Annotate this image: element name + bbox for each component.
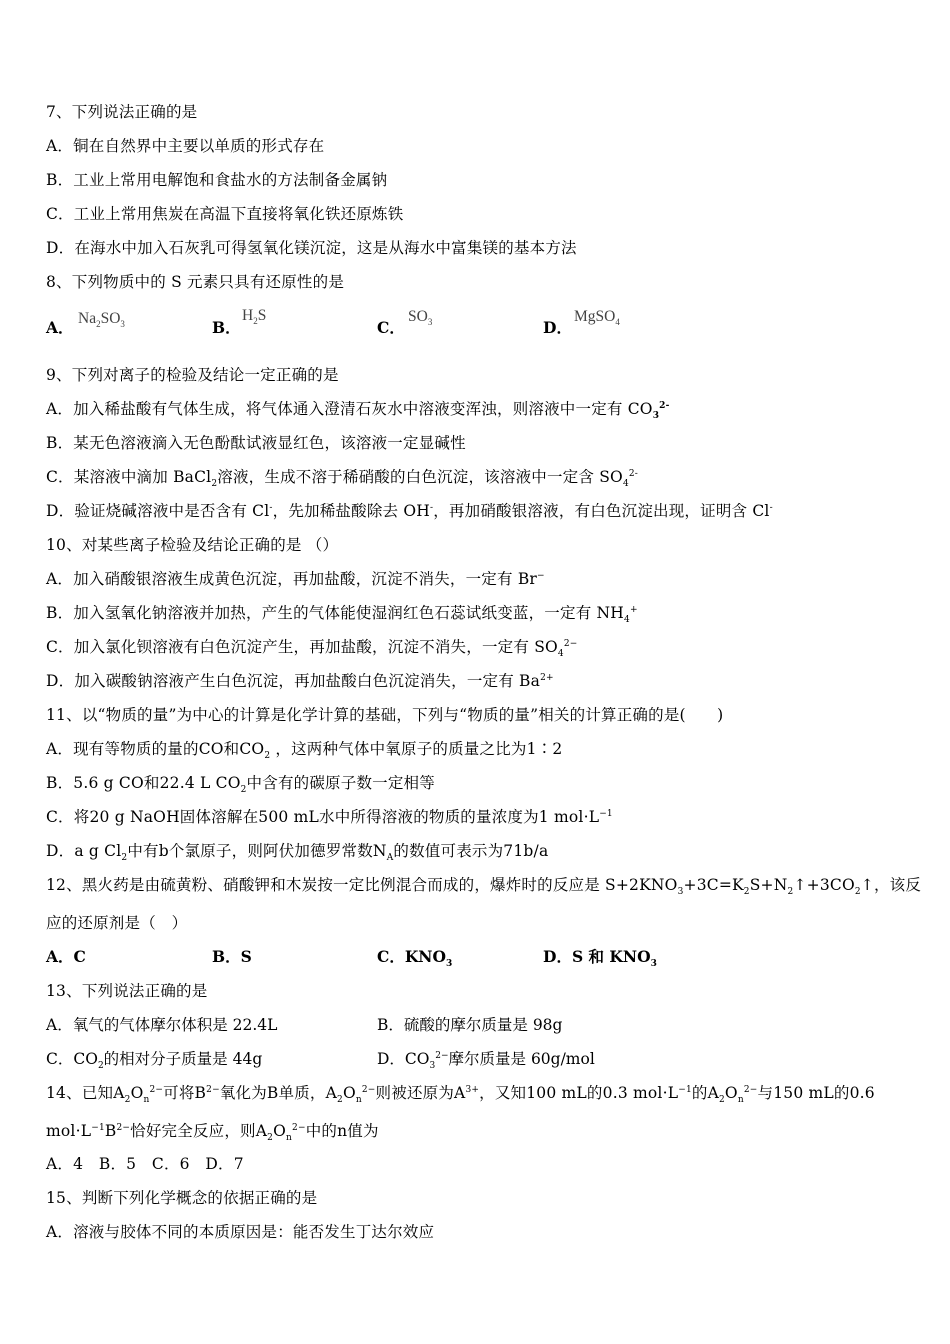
q11-option-a: A．现有等物质的量的CO和$CO_2$ ，这两种气体中氧原子的质量之比为1∶2 xyxy=(46,740,563,762)
q9-option-c: C．某溶液中滴加 BaCl$_2$溶液，生成不溶于稀硝酸的白色沉淀，该溶液中一定含 $SO_4^{2-}$ xyxy=(46,468,639,490)
q11-option-c: C．将20 g NaOH固体溶解在500 mL水中所得溶液的物质的量浓度为1 $mol\cdot L^{-1}$ xyxy=(46,808,613,826)
q14-stem-line2: $mol\cdot L^{-1}B^{2-}$恰好完全反应，则$A_2O_n^{2-}$中的n值为 xyxy=(46,1122,379,1144)
q10-option-a: A．加入硝酸银溶液生成黄色沉淀，再加盐酸，沉淀不消失，一定有 Br− xyxy=(46,570,545,588)
q8-option-c-formula: $SO_3$ xyxy=(408,308,433,328)
q12-option-b: B．S xyxy=(212,947,252,966)
q14-options: A．4 B．5 C．6 D．7 xyxy=(46,1155,244,1173)
q10-stem: 10、对某些离子检验及结论正确的是 （） xyxy=(46,536,339,554)
q12-option-a: A．C xyxy=(46,947,86,966)
q7-stem: 7、下列说法正确的是 xyxy=(46,103,198,121)
q15-option-a: A．溶液与胶体不同的本质原因是：能否发生丁达尔效应 xyxy=(46,1223,435,1241)
q13-stem: 13、下列说法正确的是 xyxy=(46,982,208,1000)
q13-option-d: D．$CO_3^{2-}$摩尔质量是 60g/mol xyxy=(377,1050,595,1072)
q9-stem: 9、下列对离子的检验及结论一定正确的是 xyxy=(46,366,339,384)
q12-option-d: D．S 和 $KNO_3$ xyxy=(543,947,657,970)
q10-option-c: C．加入氯化钡溶液有白色沉淀产生，再加盐酸，沉淀不消失，一定有 $SO_4^{2-}$ xyxy=(46,638,578,660)
q10-option-b: B．加入氢氧化钠溶液并加热，产生的气体能使湿润红色石蕊试纸变蓝，一定有 $NH_4^+$ xyxy=(46,604,638,626)
q8-option-d-formula: MgSO$_4$ xyxy=(574,308,620,328)
q11-option-d: D．a g $Cl_2$中有b个氯原子，则阿伏加德罗常数$N_A$的数值可表示为71b/a xyxy=(46,842,549,864)
q15-stem: 15、判断下列化学概念的依据正确的是 xyxy=(46,1189,318,1207)
q13-option-b: B．硫酸的摩尔质量是 98g xyxy=(377,1016,563,1034)
q14-stem: 14、已知$A_2O_n^{2-}$可将$B^{2-}$氧化为B单质，$A_2O_n^{2-}$则被还原为$A^{3+}$，又知100 mL的0.3 $mol\cdot L^{-1}$的$A_2O_n^{2-}$与150 mL的0.6 xyxy=(46,1084,875,1106)
q9-option-d: D．验证烧碱溶液中是否含有 Cl-，先加稀盐酸除去 OH-，再加硝酸银溶液，有白色沉淀出现，证明含 Cl- xyxy=(46,502,773,520)
q8-option-c-label: C． xyxy=(377,318,405,337)
q12-option-c: C．$KNO_3$ xyxy=(377,947,453,970)
q7-option-a: A．铜在自然界中主要以单质的形式存在 xyxy=(46,137,325,155)
q11-option-b: B．5.6 g CO和22.4 L $CO_2$中含有的碳原子数一定相等 xyxy=(46,774,435,796)
q11-stem: 11、以“物质的量”为中心的计算是化学计算的基础，下列与“物质的量”相关的计算正确的是( ) xyxy=(46,706,724,724)
q13-option-a: A．氧气的气体摩尔体积是 22.4L xyxy=(46,1016,278,1034)
q8-option-a-formula: $Na_2SO_3$ xyxy=(78,310,125,330)
q7-option-c: C．工业上常用焦炭在高温下直接将氧化铁还原炼铁 xyxy=(46,205,404,223)
q12-stem: 12、黑火药是由硫黄粉、硝酸钾和木炭按一定比例混合而成的，爆炸时的反应是 $S+2KNO_3+3C=K_2S+N_2↑+3CO_2↑$，该反 xyxy=(46,876,922,898)
q7-option-d: D．在海水中加入石灰乳可得氢氧化镁沉淀，这是从海水中富集镁的基本方法 xyxy=(46,239,577,257)
q8-option-b-label: B． xyxy=(212,318,241,337)
q7-option-b: B．工业上常用电解饱和食盐水的方法制备金属钠 xyxy=(46,171,388,189)
q13-option-c: C．$CO_2$的相对分子质量是 44g xyxy=(46,1050,263,1072)
q9-option-a: A．加入稀盐酸有气体生成，将气体通入澄清石灰水中溶液变浑浊，则溶液中一定有 $CO_3^{2-}$ xyxy=(46,400,670,422)
q10-option-d: D．加入碳酸钠溶液产生白色沉淀，再加盐酸白色沉淀消失，一定有 $Ba^{2+}$ xyxy=(46,672,554,690)
q9-option-b: B．某无色溶液滴入无色酚酞试液显红色，该溶液一定显碱性 xyxy=(46,434,466,452)
q8-stem: 8、下列物质中的 S 元素只具有还原性的是 xyxy=(46,273,345,291)
q12-stem-line2: 应的还原剂是（ ） xyxy=(46,914,188,932)
q8-option-d-label: D． xyxy=(543,318,572,337)
q8-option-a-label: A． xyxy=(46,318,74,337)
q8-option-b-formula: $H_2S$ xyxy=(242,307,267,327)
